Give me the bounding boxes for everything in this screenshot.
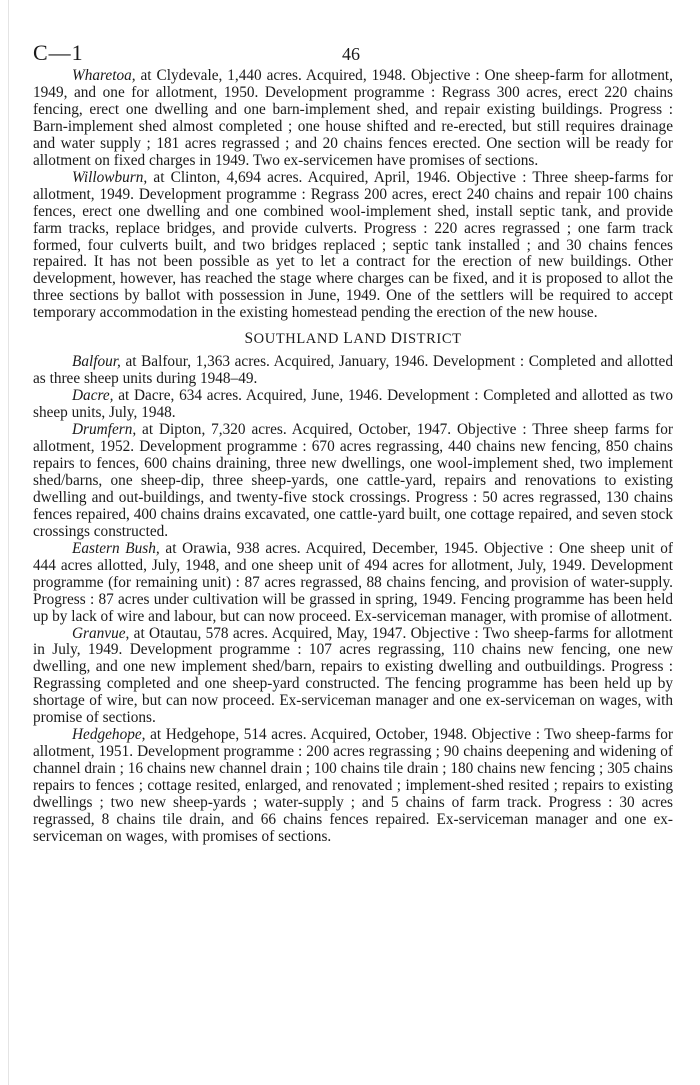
page-number: 46	[342, 44, 360, 64]
entry-name: Dacre,	[72, 387, 114, 405]
page-body	[33, 68, 673, 846]
entry-text: at Clydevale, 1,440 acres. Acquired, 1948. Objective : One sheep-farm for allotment, 1949, and one for allotment, 1950. Development programme : Regrass 300 acres, erect 220 chains fencing, erect one dwelling and one barn-implement shed, and repair existing buildings. Progress : Barn-implement shed almost completed ; one house shifted and re-erected, but still requires drainage and water supply ; 181 acres regrassed ; and 20 chains fences erected. One section will be ready for allotment on fixed charges in 1949. Two ex-servicemen have promises of sections.	[33, 67, 673, 169]
entry-eastern-bush	[33, 541, 673, 626]
entry-balfour	[33, 354, 673, 388]
document-reference: C—1	[33, 40, 84, 65]
entry-drumfern	[33, 422, 673, 541]
entry-text: at Clinton, 4,694 acres. Acquired, April, 1946. Objective : Three sheep-farms for allotment, 1949. Development programme : Regrass 200 acres, erect 240 chains and repair 100 chains fences, erect one dwelling and one combined wool-implement shed, install septic tank, and provide farm tracks, replace bridges, and provide culverts. Progress : 220 acres regrassed ; one farm track formed, four culverts built, and two bridges replaced ; septic tank installed ; and 30 chains fences repaired. It has not been possible as yet to let a contract for the erection of new buildings. Other development, however, has reached the stage where charges can be fixed, and it is proposed to allot the three sections by ballot with possession in June, 1949. One of the settlers will be required to accept temporary accommodation in the existing homestead pending the erection of the new house.	[33, 168, 673, 322]
entry-text: at Otautau, 578 acres. Acquired, May, 1947. Objective : Two sheep-farms for allotment in July, 1949. Development programme : 107 acres regrassing, 110 chains new fencing, one new dwelling, and one new implement shed/barn, repairs to existing dwelling and outbuildings. Progress : Regrassing completed and one sheep-yard constructed. The fencing programme has been held up by shortage of wire, but can now proceed. Ex-serviceman manager and one ex-serviceman on wages, with promise of sections.	[33, 624, 673, 727]
entry-name: Granvue,	[72, 624, 130, 642]
entry-text: at Hedgehope, 514 acres. Acquired, October, 1948. Objective : Two sheep-farms for allotment, 1951. Development programme : 200 acres regrassing ; 90 chains deepening and widening of channel drain ; 16 chains new channel drain ; 100 chains tile drain ; 180 chains new fencing ; 305 chains repairs to fences ; cottage resited, enlarged, and renovated ; implement-shed resited ; repairs to existing dwellings ; two new sheep-yards ; water-supply ; and 5 chains of farm track. Progress : 30 acres regrassed, 8 chains tile drain, and 66 chains fences repaired. Ex-serviceman manager and one ex-serviceman on wages, with promises of sections.	[33, 726, 673, 845]
entry-name: Drumfern,	[72, 421, 137, 439]
entry-granvue	[33, 626, 673, 728]
entry-name: Balfour,	[72, 353, 121, 371]
entry-name: Willowburn,	[72, 168, 148, 186]
entry-name: Eastern Bush,	[72, 539, 160, 557]
entry-name: Hedgehope,	[72, 726, 146, 744]
entry-text: at Balfour, 1,363 acres. Acquired, January, 1946. Development : Completed and allotted as three sheep units during 1948–49.	[33, 353, 673, 388]
page-edge-line	[8, 0, 9, 1085]
entry-wharetoa	[33, 68, 673, 170]
entry-text: at Orawia, 938 acres. Acquired, December, 1945. Objective : One sheep unit of 444 acres allotted, July, 1948, and one sheep unit of 494 acres for allotment, July, 1949. Development programme (for remaining unit) : 87 acres regrassed, 88 chains fencing, and provision of water-supply. Progress : 87 acres under cultivation will be grassed in spring, 1949. Fencing programme has been held up by lack of wire and labour, but can now proceed. Ex-serviceman manager, with promise of allotment.	[33, 539, 673, 625]
entry-text: at Dacre, 634 acres. Acquired, June, 1946. Development : Completed and allotted as two sheep units, July, 1948.	[33, 387, 673, 422]
district-heading: SOUTHLAND LAND DISTRICT	[244, 330, 462, 348]
entry-text: at Dipton, 7,320 acres. Acquired, October, 1947. Objective : Three sheep farms for allotment, 1952. Development programme : 670 acres regrassing, 440 chains new fencing, 850 chains repairs to fences, 600 chains draining, three new dwellings, one wool-implement shed, two implement shed/barns, one sheep-dip, three sheep-yards, one cattle-yard, repairs and renovations to existing dwelling and out-buildings, and twenty-five stock crossings. Progress : 50 acres regrassed, 130 chains fences repaired, 400 chains drains excavated, one cattle-yard built, one cottage repaired, and seven stock crossings constructed.	[33, 421, 673, 540]
entry-willowburn	[33, 170, 673, 323]
entry-hedgehope	[33, 727, 673, 846]
entry-name: Wharetoa,	[72, 67, 136, 84]
entry-dacre	[33, 388, 673, 422]
